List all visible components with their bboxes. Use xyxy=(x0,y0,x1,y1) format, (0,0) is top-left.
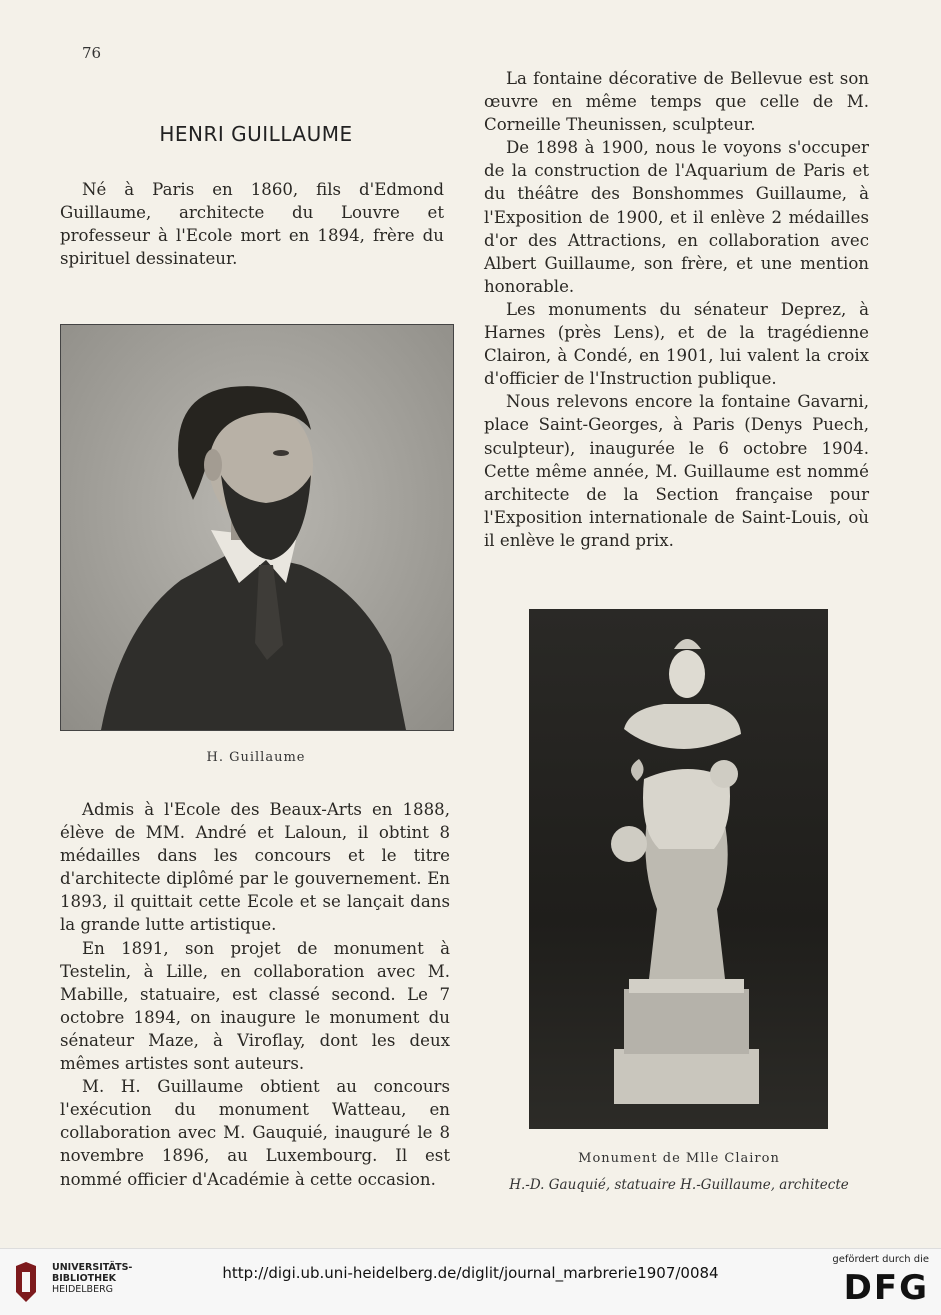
paragraph: M. H. Guillaume obtient au concours l'exécution du monument Watteau, en collaboration avec M. Gauquié, inauguré le 8 novembre 1896, au Luxembourg. Il est nommé officier d'Académie à cette occasion. xyxy=(60,1077,450,1189)
page-number: 76 xyxy=(82,44,102,62)
paragraph: La fontaine décorative de Bellevue est son œuvre en même temps que celle de M. Corneille Theunissen, sculpteur. xyxy=(484,69,869,135)
right-column-text xyxy=(484,67,869,552)
paragraph: Nous relevons encore la fontaine Gavarni, place Saint-Georges, à Paris (Denys Puech, sculpteur), inaugurée le 6 octobre 1904. Cette même année, M. Guillaume est nommé architecte de la Section française pour l'Exposition internationale de Saint-Louis, où il enlève le grand prix. xyxy=(484,392,869,550)
library-line-1: UNIVERSITÄTS- xyxy=(52,1262,133,1273)
permalink-url[interactable]: http://digi.ub.uni-heidelberg.de/diglit/journal_marbrerie1907/0084 xyxy=(222,1264,719,1282)
paragraph: De 1898 à 1900, nous le voyons s'occuper de la construction de l'Aquarium de Paris et du théâtre des Bonshommes Guillaume, à l'Exposition de 1900, et il enlève 2 médailles d'or des Attractions, en collaboration avec Albert Guillaume, son frère, et une mention honorable. xyxy=(484,138,869,296)
intro-paragraph xyxy=(60,178,444,270)
monument-caption: Monument de Mlle Clairon xyxy=(578,1151,780,1166)
portrait-photo xyxy=(60,324,454,731)
article-title: HENRI GUILLAUME xyxy=(159,122,353,146)
left-column-text xyxy=(60,798,450,1191)
paragraph: Les monuments du sénateur Deprez, à Harnes (près Lens), et de la tragédienne Clairon, à Condé, en 1901, lui valent la croix d'officier de l'Instruction publique. xyxy=(484,299,869,389)
monument-illustration xyxy=(529,609,828,1129)
intro-text: Né à Paris en 1860, fils d'Edmond Guillaume, architecte du Louvre et professeur à l'Ecole mort en 1894, frère du spirituel dessinateur. xyxy=(60,180,444,269)
monument-credit: H.-D. Gauquié, statuaire H.-Guillaume, architecte xyxy=(509,1177,849,1193)
library-line-3: HEIDELBERG xyxy=(52,1284,114,1295)
paragraph: Admis à l'Ecole des Beaux-Arts en 1888, élève de MM. André et Laloun, il obtint 8 médailles dans les concours et le titre d'architecte diplômé par le gouvernement. En 1893, il quittait cette Ecole et se lançait dans la grande lutte artistique. xyxy=(60,800,450,935)
paragraph: En 1891, son projet de monument à Testelin, à Lille, en collaboration avec M. Mabille, statuaire, est classé second. Le 7 octobre 1894, on inaugure le monument du sénateur Maze, à Viroflay, dont les deux mêmes artistes sont auteurs. xyxy=(60,938,450,1074)
portrait-illustration xyxy=(61,325,453,730)
dfg-logo: DFG xyxy=(843,1268,929,1308)
funding-note: gefördert durch die xyxy=(832,1254,929,1265)
monument-photo xyxy=(529,609,828,1129)
library-line-2: BIBLIOTHEK xyxy=(52,1273,116,1284)
portrait-caption: H. Guillaume xyxy=(206,750,306,765)
